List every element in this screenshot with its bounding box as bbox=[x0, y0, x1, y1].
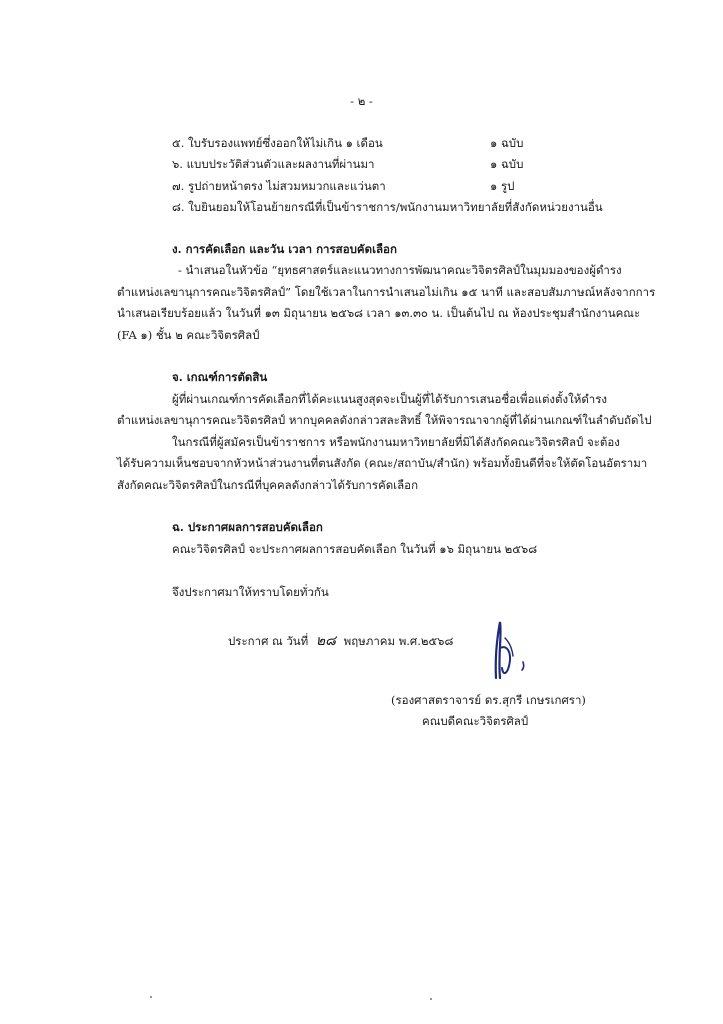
document-item-6: ๖. แบบประวัติส่วนตัวและผลงานที่ผ่านมา bbox=[172, 157, 375, 171]
signer-title: คณบดีคณะวิจิตรศิลป์ bbox=[422, 714, 529, 728]
document-item-5: ๕. ใบรับรองแพทย์ซึ่งออกให้ไม่เกิน ๑ เดือน bbox=[172, 136, 383, 150]
section-g-line-4: (FA ๑) ชั้น ๒ คณะวิจิตรศิลป์ bbox=[117, 328, 260, 342]
announcement-date bbox=[228, 633, 453, 650]
document-item-5-qty: ๑ ฉบับ bbox=[490, 136, 524, 150]
scan-speck bbox=[150, 996, 152, 998]
section-j-line-4: ได้รับความเห็นชอบจากหัวหน้าส่วนงานที่ตนสังกัด (คณะ/สถาบัน/สำนัก) พร้อมทั้งยินดีที่จะให้ตัดโอนอัตรามา bbox=[117, 456, 648, 470]
signer-name: (รองศาสตราจารย์ ดร.สุกรี เกษรเกศรา) bbox=[391, 693, 586, 707]
section-j-heading: จ. เกณฑ์การตัดสิน bbox=[172, 370, 268, 384]
document-item-7: ๗. รูปถ่ายหน้าตรง ไม่สวมหมวกและแว่นตา bbox=[172, 179, 386, 193]
document-item-7-qty: ๑ รูป bbox=[490, 179, 515, 193]
announcement-date-month-year: พฤษภาคม พ.ศ.๒๕๖๘ bbox=[343, 634, 454, 648]
section-j-line-2: ตำแหน่งเลขานุการคณะวิจิตรศิลป์ หากบุคคลดังกล่าวสละสิทธิ์ ให้พิจารณาจากผู้ที่ได้ผ่านเกณฑ์ในลำดับถัดไป bbox=[117, 413, 652, 427]
section-g-line-1: - นำเสนอในหัวข้อ “ยุทธศาสตร์และแนวทางการพัฒนาคณะวิจิตรศิลป์ในมุมมองของผู้ดำรง bbox=[178, 263, 622, 277]
closing-statement: จึงประกาศมาให้ทราบโดยทั่วกัน bbox=[172, 585, 329, 599]
section-j-line-5: สังกัดคณะวิจิตรศิลป์ในกรณีที่บุคคลดังกล่าวได้รับการคัดเลือก bbox=[117, 478, 419, 492]
document-item-6-qty: ๑ ฉบับ bbox=[490, 157, 524, 171]
signature-image bbox=[478, 618, 538, 688]
announcement-date-prefix: ประกาศ ณ วันที่ bbox=[228, 634, 309, 648]
page-number: - ๒ - bbox=[350, 94, 373, 108]
scan-speck bbox=[430, 998, 432, 1000]
section-j-line-3: ในกรณีที่ผู้สมัครเป็นข้าราชการ หรือพนักงานมหาวิทยาลัยที่มิได้สังกัดคณะวิจิตรศิลป์ จะต้อง bbox=[172, 435, 620, 449]
section-ch-line-1: คณะวิจิตรศิลป์ จะประกาศผลการสอบคัดเลือก ในวันที่ ๑๖ มิถุนายน ๒๕๖๘ bbox=[172, 542, 538, 556]
announcement-date-day: ๒๘ bbox=[315, 633, 336, 649]
section-g-line-3: นำเสนอเรียบร้อยแล้ว ในวันที่ ๑๓ มิถุนายน ๒๕๖๘ เวลา ๑๓.๓๐ น. เป็นต้นไป ณ ห้องประชุมสำนักงานคณะ bbox=[117, 306, 641, 320]
document-item-8: ๘. ใบยินยอมให้โอนย้ายกรณีที่เป็นข้าราชการ/พนักงานมหาวิทยาลัยที่สังกัดหน่วยงานอื่น bbox=[172, 200, 603, 214]
section-g-line-2: ตำแหน่งเลขานุการคณะวิจิตรศิลป์” โดยใช้เวลาในการนำเสนอไม่เกิน ๑๕ นาที และสอบสัมภาษณ์หลังจากการ bbox=[117, 285, 656, 299]
section-g-heading: ง. การคัดเลือก และวัน เวลา การสอบคัดเลือก bbox=[172, 242, 397, 256]
section-ch-heading: ฉ. ประกาศผลการสอบคัดเลือก bbox=[172, 520, 323, 534]
section-j-line-1: ผู้ที่ผ่านเกณฑ์การคัดเลือกที่ได้คะแนนสูงสุดจะเป็นผู้ที่ได้รับการเสนอชื่อเพื่อแต่งตั้งให้ดำรง bbox=[172, 392, 608, 406]
